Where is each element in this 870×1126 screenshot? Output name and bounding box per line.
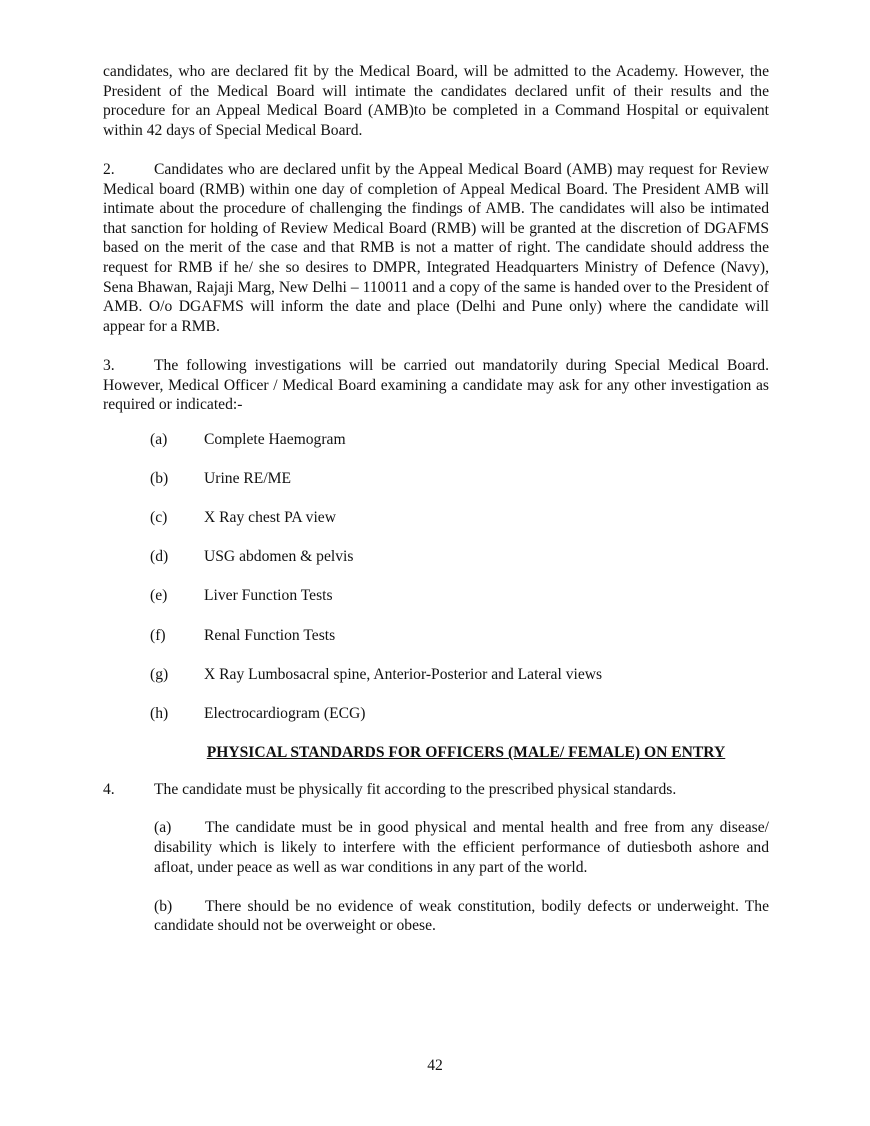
list-item: [103, 469, 769, 489]
list-item: [103, 430, 769, 450]
list-item: [103, 704, 769, 724]
subparagraph-a-text: The candidate must be in good physical and mental health and free from any disease/ disability which is likely to interfere with the efficient performance of dutiesboth ashore and afloat, under peace as well as war conditions in any part of the world.: [154, 819, 769, 876]
item-letter: (a): [150, 430, 168, 448]
item-letter: (f): [150, 626, 166, 644]
paragraph-2: [103, 160, 769, 336]
item-letter: (d): [150, 548, 169, 566]
paragraph-3: [103, 356, 769, 415]
item-text: USG abdomen & pelvis: [204, 548, 354, 566]
subparagraph-a: [103, 818, 769, 877]
paragraph-number: 4.: [103, 780, 115, 798]
paragraph-1: candidates, who are declared fit by the Medical Board, will be admitted to the Academy. However, the President of the Medical Board will intimate the candidates declared unfit of their results and the procedure for an Appeal Medical Board (AMB)to be completed in a Command Hospital or equivalent within 42 days of Special Medical Board.: [103, 63, 769, 139]
item-text: Urine RE/ME: [204, 469, 292, 487]
page-number: 42: [427, 1057, 443, 1074]
item-letter: (b): [154, 897, 173, 915]
item-text: Complete Haemogram: [204, 430, 346, 448]
item-letter: (h): [150, 705, 169, 722]
item-text: X Ray Lumbosacral spine, Anterior-Posterior and Lateral views: [204, 665, 603, 683]
item-letter: (a): [154, 819, 172, 837]
paragraph-number: 2.: [103, 160, 115, 178]
subparagraph-b-text: There should be no evidence of weak constitution, bodily defects or underweight. The candidate should not be overweight or obese.: [154, 897, 769, 935]
section-heading: PHYSICAL STANDARDS FOR OFFICERS (MALE/ FEMALE) ON ENTRY: [206, 744, 726, 762]
item-text: Electrocardiogram (ECG): [204, 705, 366, 722]
item-letter: (g): [150, 665, 169, 683]
item-letter: (e): [150, 587, 168, 605]
list-item: [103, 586, 769, 606]
paragraph-4-text: The candidate must be physically fit according to the prescribed physical standards.: [154, 780, 677, 798]
item-letter: (c): [150, 509, 168, 527]
subparagraph-b: [103, 897, 769, 936]
list-item: [103, 508, 769, 528]
paragraph-3-text: The following investigations will be carried out mandatorily during Special Medical Board. However, Medical Officer / Medical Board examining a candidate may ask for any other investigation as required or indicated:-: [103, 356, 769, 414]
list-item: [103, 547, 769, 567]
item-text: Liver Function Tests: [204, 587, 333, 605]
document-page: [103, 62, 769, 956]
item-text: Renal Function Tests: [204, 626, 336, 644]
item-text: X Ray chest PA view: [204, 509, 336, 527]
list-item: [103, 626, 769, 646]
paragraph-4: [103, 780, 769, 800]
investigation-list: [103, 430, 769, 724]
paragraph-2-text: Candidates who are declared unfit by the Appeal Medical Board (AMB) may request for Review Medical board (RMB) within one day of completion of Appeal Medical Board. The President AMB will intimate about the procedure of challenging the findings of AMB. The candidates will also be intimated that sanction for holding of Review Medical Board (RMB) will be granted at the discretion of DGAFMS based on the merit of the case and that RMB is not a matter of right. The candidate should address the request for RMB if he/ she so desires to DMPR, Integrated Headquarters Ministry of Defence (Navy), Sena Bhawan, Rajaji Marg, New Delhi – 110011 and a copy of the same is handed over to the President of AMB. O/o DGAFMS will inform the date and place (Delhi and Pune only) where the candidate will appear for a RMB.: [103, 160, 769, 335]
item-letter: (b): [150, 469, 169, 487]
paragraph-number: 3.: [103, 356, 115, 374]
list-item: [103, 665, 769, 685]
